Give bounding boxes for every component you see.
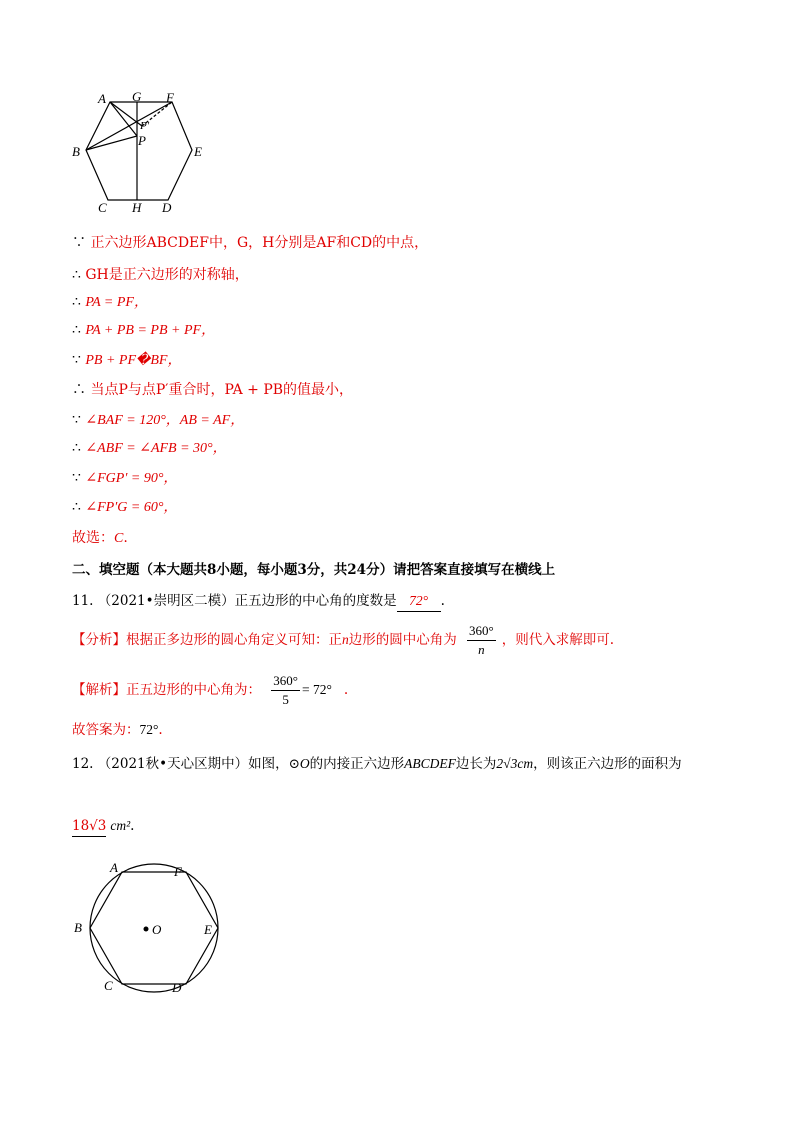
solution-text: ∠FGP′ = 90°， [85,471,178,486]
because-symbol: ∵ [72,352,81,368]
solution-line [72,265,249,285]
solution-text: PB + PF�BF， [85,353,182,368]
choice-line: 故选：C. [72,530,128,546]
fig1-label-g: G [132,89,142,104]
solution-text: GH是正六边形的对称轴， [85,267,249,283]
because-symbol: ∵ [72,235,86,251]
hexagon-figure-1 [60,88,220,218]
final-answer-line: 故答案为：72°. [72,722,163,738]
fig1-label-a: A [98,91,106,106]
fig2-label-d: D [172,980,182,995]
question-12-answer-line: 18√3 cm². [72,816,134,837]
final-answer: 72° [139,722,159,737]
fig1-label-e: E [194,144,202,159]
circle-symbol: ⊙O [288,756,310,771]
answer-blank: 72° [409,593,429,608]
analysis-tag: 【分析】 [72,632,126,648]
solution-line [72,438,227,459]
fig1-label-f: F [166,90,174,105]
question-12: 12. （2021秋•天心区期中）如图，⊙O的内接正六边形ABCDEF边长为2√3cm，则该正六边形的面积为 [72,756,682,772]
fig1-label-p: P [138,133,146,148]
solution-line [72,380,353,400]
fig2-label-o: O [152,922,162,937]
therefore-symbol: ∴ [72,294,81,310]
fraction-360-n: $\frac{360^\circ}{n}$ [469,623,494,657]
fig2-label-a: A [110,860,118,875]
solution-text: 当点P与点P′重合时，PA + PB的值最小， [90,382,354,398]
solution-line [72,292,148,313]
solution-text: PA + PB = PB + PF， [85,323,216,338]
solution-line [72,497,177,518]
therefore-symbol: ∴ [72,440,81,456]
answer-blank: 18√3 [72,818,107,834]
solve-line: 【解析】正五边形的中心角为： $\frac{360^\circ}{5}$ = 72° . [72,673,349,707]
solution-line [72,410,244,431]
fig2-label-e: E [204,922,212,937]
fig1-label-d: D [162,200,172,215]
because-symbol: ∵ [72,412,81,428]
analysis-line: 【分析】根据正多边形的圆心角定义可知：正n边形的圆中心角为 $\frac{360^\circ}{n}$ ，则代入求解即可. [72,623,615,657]
solution-line [72,468,177,489]
question-11: 11. （2021•崇明区二模）正五边形的中心角的度数是 72° . [72,591,445,612]
circle-hexagon-figure [68,858,228,998]
solution-text: PA = PF， [85,295,148,310]
fig1-label-h: H [132,200,142,215]
solution-line [72,350,182,371]
solution-text: ∠ABF = ∠AFB = 30°， [85,441,227,456]
solve-tag: 【解析】 [72,682,126,698]
fig2-label-c: C [104,978,113,993]
therefore-symbol: ∴ [72,267,81,283]
solution-text: ∠BAF = 120°，AB = AF， [85,413,245,428]
question-number: 12. [72,756,94,772]
fig1-label-b: B [72,144,80,159]
question-stem: 正五边形的中心角的度数是 [234,593,397,609]
question-source: （2021•崇明区二模） [97,593,235,609]
solution-line [72,320,215,341]
section-title: 二、填空题（本大题共8小题，每小题3分，共24分）请把答案直接填写在横线上 [72,562,556,578]
choice-answer: C [114,531,124,546]
therefore-symbol: ∴ [72,499,81,515]
solution-text: ∠FP′G = 60°， [85,500,178,515]
solution-text: 正六边形ABCDEF中，G，H分别是AF和CD的中点， [90,235,429,251]
fraction-360-5: $\frac{360^\circ}{5}$ [273,673,298,707]
solution-line [72,233,428,253]
because-symbol: ∵ [72,470,81,486]
question-source: （2021秋•天心区期中） [97,756,249,772]
question-number: 11. [72,593,94,609]
fig2-label-f: F [174,864,182,879]
therefore-symbol: ∴ [72,382,86,398]
therefore-symbol: ∴ [72,322,81,338]
fig2-label-b: B [74,920,82,935]
fig1-label-p-prime: P' [140,120,150,132]
fig1-label-c: C [98,200,107,215]
